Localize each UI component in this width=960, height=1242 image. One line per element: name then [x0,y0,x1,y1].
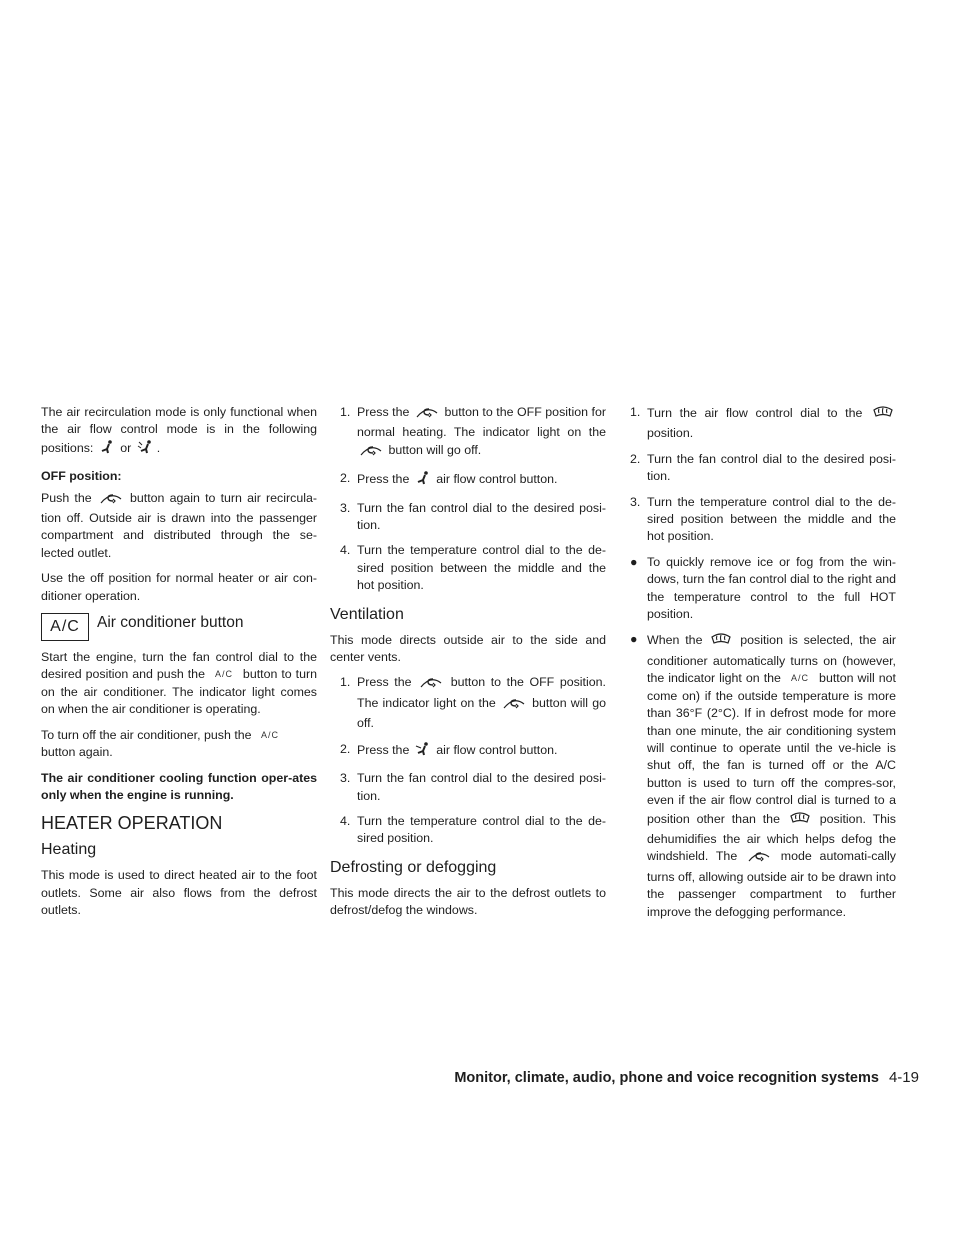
list-item [330,741,606,762]
defrost-icon [872,404,894,425]
list-item [620,554,896,624]
step-number: 2. [630,451,641,466]
step-number: 4. [340,543,351,558]
or-text: or [120,440,132,455]
step-number: 1. [340,675,351,690]
intro-text: The air recirculation mode is only functional when the air flow control mode is in the following positions: [41,405,317,455]
ac-icon: A/C [790,673,809,684]
step-text: button to the OFF position for normal heating. The indicator light on the [357,405,606,440]
bullet-text: position. This dehumidifies the air which helps defog the windshield. The [647,811,896,864]
list-item [620,451,896,486]
step-text: Turn the temperature control dial to the de-sired position. [357,813,606,846]
intro-paragraph [41,404,317,460]
step-text: button will go off. [388,442,482,457]
foot-vent-icon [99,439,115,460]
list-item [330,404,606,462]
step-text: Turn the air flow control dial to the [647,406,863,420]
list-item [330,674,606,732]
step-text: Turn the fan control dial to the desired posi-tion. [647,451,896,484]
off-paragraph [41,490,317,563]
off-text-2: button again to turn air recircula-tion off. Outside air is drawn into the passenger compartment and distributed through the se-lected outlet. [41,490,317,560]
step-text: Press the [357,472,410,487]
column-2 [330,404,606,928]
intro-end: . [156,440,161,455]
bullet-text: When the [647,633,703,648]
defrost-icon [710,631,732,652]
ac-text-2b: button again. [41,745,113,760]
off-text-1: Push the [41,490,92,505]
ac-paragraph-2 [41,727,317,762]
column-1 [41,404,317,928]
step-number: 4. [340,813,351,828]
ac-icon: A/C [261,729,280,740]
step-number: 2. [340,471,351,486]
page-footer [0,1069,919,1086]
list-item [330,813,606,848]
list-item [620,631,896,921]
foot-defrost-icon [137,439,155,460]
step-number: 3. [630,494,641,509]
foot-vent-icon [415,470,431,491]
off-position-heading: OFF position: [41,469,122,484]
ac-icon: A/C [214,669,233,680]
step-text: air flow control button. [436,742,558,757]
heating-paragraph: This mode is used to direct heated air to the foot outlets. Some air also flows from the defrost outlets. [41,868,317,918]
step-text: Turn the fan control dial to the desired posi-tion. [357,771,606,803]
vent-icon [415,741,431,762]
recirculation-icon [415,405,439,424]
step-text: Press the [357,742,410,757]
recirculation-icon [359,443,383,462]
bullet-text: mode automati-cally turns off, allowing outside air to be drawn into the passenger compartment to further improve the defogging performance. [647,849,896,919]
ac-text-2a: To turn off the air conditioner, push the [41,727,252,742]
step-text: Press the [357,675,412,690]
ac-warning: The air conditioner cooling function oper-ates only when the engine is running. [41,770,317,802]
footer-title: Monitor, climate, audio, phone and voice recognition systems [454,1070,879,1086]
list-item [620,494,896,546]
step-number: 1. [630,405,641,419]
step-number: 1. [340,405,351,419]
bullet-text: position is selected, the air conditioner automatically turns on (however, the indicator light on the [647,633,896,686]
ac-text-1a: Start the engine, turn the fan control dial to the desired position and push the [41,650,317,682]
ac-title: Air conditioner button [97,614,244,632]
step-number: 3. [340,771,351,786]
heating-heading: Heating [41,841,97,859]
recirculation-icon [419,675,443,694]
ac-paragraph-1 [41,649,317,719]
list-item [330,500,606,535]
heater-operation-heading: HEATER OPERATION [41,813,223,834]
step-text: air flow control button. [436,472,558,487]
ac-section-heading [41,613,317,641]
step-text: position. [647,426,694,441]
step-text: button will go off. [357,695,606,731]
bullet-text: button will not come on) if the outside temperature is more than 36°F (2°C). If in defrost mode for more than one minute, the air conditioning system will continue to operate until the ve-hicle is shut off, the fan is turned off or the A/C button is used to turn off the compres-sor, even if the air flow control dial is turned to a position other than the [647,671,896,826]
list-item [620,404,896,443]
recirculation-icon [747,849,771,868]
list-item [330,770,606,805]
step-text: button to the OFF position. The indicator light on the [357,675,606,710]
step-text: Turn the temperature control dial to the de-sired position between the middle and the hot position. [357,543,606,593]
bullet-icon: ● [630,554,638,569]
step-number: 3. [340,500,351,515]
column-3 [620,404,896,929]
list-item [330,470,606,491]
bullet-text: To quickly remove ice or fog from the win-dows, turn the fan control dial to the right and the temperature control to the full HOT position. [647,554,896,622]
step-text: Press the [357,405,410,419]
step-number: 2. [340,741,351,756]
list-item [330,542,606,594]
ventilation-heading: Ventilation [330,605,404,623]
ac-text-1b: button to turn on the air conditioner. The indicator light comes on when the air conditioner is operating. [41,667,317,717]
defrosting-heading: Defrosting or defogging [330,858,497,876]
off-use-paragraph: Use the off position for normal heater or air con-ditioner operation. [41,571,317,603]
step-text: Turn the fan control dial to the desired posi-tion. [357,500,606,533]
ac-icon: A/C [41,613,89,641]
ventilation-paragraph: This mode directs outside air to the side and center vents. [330,632,606,665]
step-text: Turn the temperature control dial to the de-sired position between the middle and the hot position. [647,494,896,544]
page-number: 4-19 [888,1069,919,1086]
defrosting-paragraph: This mode directs the air to the defrost outlets to defrost/defog the windows. [330,885,606,918]
recirculation-icon [502,696,526,715]
bullet-icon: ● [630,632,638,647]
recirculation-icon [99,491,123,510]
defrost-icon [789,810,811,831]
